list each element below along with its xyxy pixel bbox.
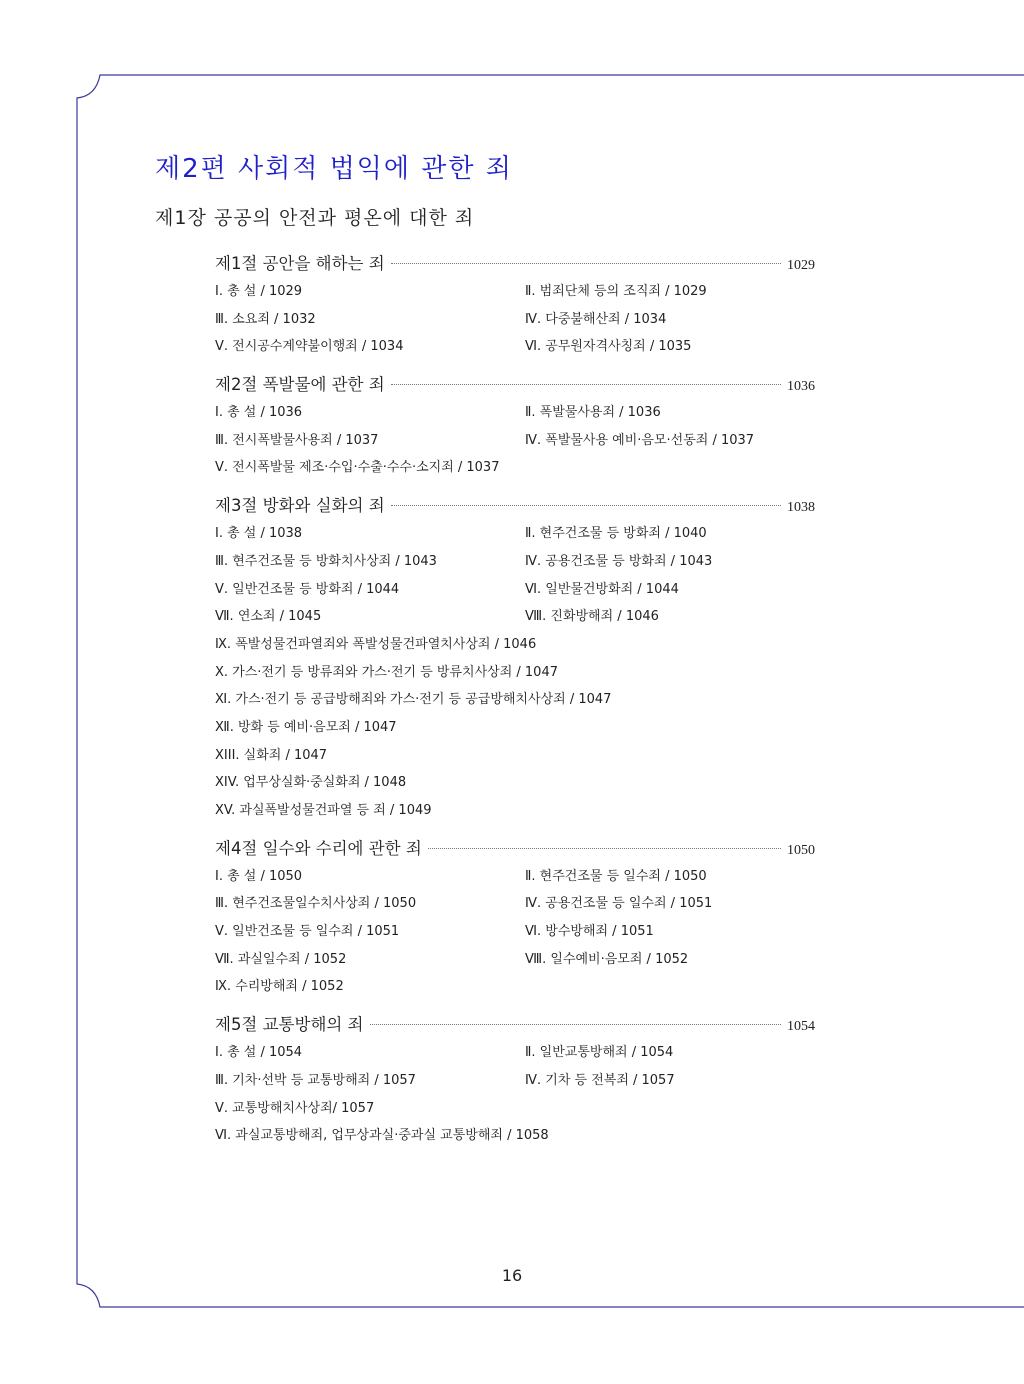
toc-entry[interactable]: Ⅲ. 전시폭발물사용죄 / 1037	[215, 432, 379, 448]
section-page-number: 1036	[787, 379, 815, 395]
toc-entry[interactable]: Ⅷ. 진화방해죄 / 1046	[525, 609, 659, 625]
section-page-number: 1050	[787, 842, 815, 858]
toc-entry[interactable]: Ⅳ. 기차 등 전복죄 / 1057	[525, 1072, 675, 1088]
section-items	[215, 278, 815, 361]
section-heading[interactable]	[215, 492, 815, 520]
section-items	[215, 520, 815, 825]
toc-entry[interactable]: Ⅵ. 일반물건방화죄 / 1044	[525, 581, 679, 597]
dot-leader	[391, 263, 781, 264]
toc-entry[interactable]: Ⅺ. 가스·전기 등 공급방해죄와 가스·전기 등 공급방해치사상죄 / 1047	[215, 692, 612, 708]
toc-sections	[215, 250, 815, 1160]
section-title: 제1절 공안을 해하는 죄	[215, 254, 385, 273]
toc-entry[interactable]: XIII. 실화죄 / 1047	[215, 747, 328, 763]
toc-entry[interactable]: Ⅵ. 방수방해죄 / 1051	[525, 924, 654, 940]
toc-entry[interactable]: Ⅻ. 방화 등 예비·음모죄 / 1047	[215, 719, 397, 735]
toc-entry[interactable]: Ⅱ. 폭발물사용죄 / 1036	[525, 405, 661, 421]
toc-entry[interactable]: Ⅲ. 소요죄 / 1032	[215, 311, 316, 327]
part-title: 제2편 사회적 법익에 관한 죄	[155, 154, 513, 184]
toc-entry[interactable]: Ⅱ. 현주건조물 등 방화죄 / 1040	[525, 526, 707, 542]
toc-entry[interactable]: Ⅴ. 일반건조물 등 일수죄 / 1051	[215, 924, 400, 940]
toc-entry[interactable]: Ⅲ. 기차·선박 등 교통방해죄 / 1057	[215, 1072, 416, 1088]
toc-entry[interactable]: Ⅷ. 일수예비·음모죄 / 1052	[525, 951, 689, 967]
section-items	[215, 863, 815, 1001]
dot-leader	[370, 1024, 782, 1025]
section-title: 제3절 방화와 실화의 죄	[215, 496, 385, 516]
toc-entry[interactable]: Ⅰ. 총 설 / 1050	[215, 868, 303, 884]
toc-entry[interactable]: Ⅰ. 총 설 / 1029	[215, 284, 303, 299]
section-heading[interactable]	[215, 250, 815, 278]
toc-entry[interactable]: Ⅰ. 총 설 / 1036	[215, 405, 303, 421]
toc-entry[interactable]: Ⅴ. 전시공수계약불이행죄 / 1034	[215, 339, 404, 355]
toc-entry[interactable]: Ⅴ. 교통방해치사상죄/ 1057	[215, 1100, 375, 1116]
toc-section	[215, 835, 815, 1001]
toc-entry[interactable]: Ⅶ. 연소죄 / 1045	[215, 609, 322, 625]
dot-leader	[391, 384, 781, 385]
toc-entry[interactable]: Ⅸ. 폭발성물건파열죄와 폭발성물건파열치사상죄 / 1046	[215, 636, 537, 652]
toc-entry[interactable]: Ⅹ. 가스·전기 등 방류죄와 가스·전기 등 방류치사상죄 / 1047	[215, 664, 558, 680]
section-heading[interactable]	[215, 371, 815, 399]
section-page-number: 1038	[787, 500, 815, 516]
toc-entry[interactable]: Ⅵ. 공무원자격사칭죄 / 1035	[525, 339, 692, 355]
toc-entry[interactable]: Ⅰ. 총 설 / 1054	[215, 1045, 303, 1061]
toc-entry[interactable]: Ⅳ. 공용건조물 등 방화죄 / 1043	[525, 553, 713, 569]
dot-leader	[391, 505, 781, 506]
toc-section	[215, 250, 815, 361]
toc-section	[215, 1011, 815, 1150]
toc-entry[interactable]: Ⅱ. 현주건조물 등 일수죄 / 1050	[525, 868, 707, 884]
section-heading[interactable]	[215, 1011, 815, 1039]
page-number: 16	[501, 1266, 523, 1285]
toc-entry[interactable]: Ⅶ. 과실일수죄 / 1052	[215, 951, 347, 967]
section-page-number: 1029	[787, 258, 815, 273]
section-title: 제2절 폭발물에 관한 죄	[215, 375, 385, 395]
toc-entry[interactable]: XIV. 업무상실화·중실화죄 / 1048	[215, 775, 407, 791]
toc-entry[interactable]: Ⅱ. 범죄단체 등의 조직죄 / 1029	[525, 284, 707, 299]
toc-entry[interactable]: Ⅴ. 일반건조물 등 방화죄 / 1044	[215, 581, 400, 597]
section-items	[215, 1039, 815, 1150]
toc-section	[215, 371, 815, 482]
toc-entry[interactable]: Ⅰ. 총 설 / 1038	[215, 526, 303, 542]
toc-entry[interactable]: Ⅸ. 수리방해죄 / 1052	[215, 979, 344, 995]
toc-entry[interactable]: Ⅳ. 공용건조물 등 일수죄 / 1051	[525, 896, 713, 912]
section-title: 제4절 일수와 수리에 관한 죄	[215, 838, 422, 858]
toc-entry[interactable]: Ⅱ. 일반교통방해죄 / 1054	[525, 1045, 674, 1061]
toc-entry[interactable]: Ⅲ. 현주건조물 등 방화치사상죄 / 1043	[215, 553, 437, 569]
toc-entry[interactable]: Ⅳ. 폭발물사용 예비·음모·선동죄 / 1037	[525, 432, 755, 448]
chapter-title: 제1장 공공의 안전과 평온에 대한 죄	[155, 207, 475, 229]
section-heading[interactable]	[215, 835, 815, 863]
toc-entry[interactable]: Ⅵ. 과실교통방해죄, 업무상과실·중과실 교통방해죄 / 1058	[215, 1128, 549, 1144]
dot-leader	[428, 848, 781, 849]
section-items	[215, 399, 815, 482]
toc-entry[interactable]: Ⅲ. 현주건조물일수치사상죄 / 1050	[215, 896, 417, 912]
section-page-number: 1054	[787, 1019, 815, 1035]
toc-entry[interactable]: XV. 과실폭발성물건파열 등 죄 / 1049	[215, 803, 432, 818]
toc-entry[interactable]: Ⅴ. 전시폭발물 제조·수입·수출·수수·소지죄 / 1037	[215, 460, 500, 476]
toc-entry[interactable]: Ⅳ. 다중불해산죄 / 1034	[525, 311, 667, 327]
section-title: 제5절 교통방해의 죄	[215, 1015, 364, 1035]
toc-section	[215, 492, 815, 825]
